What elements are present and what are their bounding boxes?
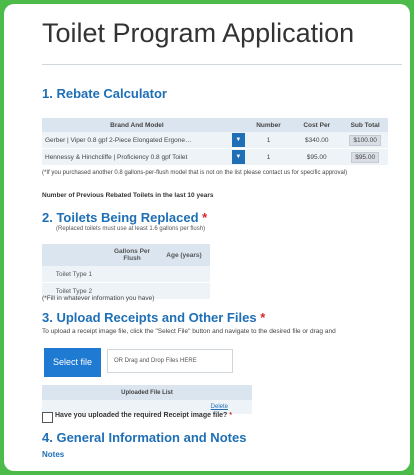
upload-heading-text: 3. Upload Receipts and Other Files <box>42 310 257 325</box>
row-label: Toilet Type 1 <box>42 266 106 283</box>
replaced-table <box>42 244 210 300</box>
table-row <box>42 132 388 149</box>
col-sub-total: Sub Total <box>342 118 388 132</box>
receipt-confirm-label <box>55 412 232 419</box>
age-input[interactable] <box>158 283 210 300</box>
col-number: Number <box>246 118 291 132</box>
required-mark: * <box>229 412 233 419</box>
replaced-heading-text: 2. Toilets Being Replaced <box>42 210 199 225</box>
dropdown-arrow-icon[interactable]: ▼ <box>232 133 245 147</box>
age-input[interactable] <box>158 266 210 283</box>
drag-drop-zone[interactable]: OR Drag and Drop Files HERE <box>107 349 233 373</box>
number-input[interactable]: 1 <box>246 132 291 149</box>
table-header-row <box>42 118 388 132</box>
required-mark: * <box>260 310 266 325</box>
receipt-uploaded-checkbox[interactable] <box>42 412 53 423</box>
col-age-years: Age (years) <box>158 244 210 266</box>
title-divider <box>42 64 402 65</box>
general-heading: 4. General Information and Notes <box>42 430 247 445</box>
rebate-table <box>42 118 388 166</box>
rebate-heading: 1. Rebate Calculator <box>42 86 167 101</box>
page-title: Toilet Program Application <box>42 18 355 48</box>
dropdown-arrow-icon[interactable]: ▼ <box>232 150 245 164</box>
upload-instructions: To upload a receipt image file, click the "Select File" button and navigate to the desired file or drag and <box>42 328 336 335</box>
subtotal-field: $100.00 <box>349 135 381 146</box>
delete-link[interactable]: Delete <box>42 400 252 414</box>
page-frame <box>4 4 410 471</box>
cost-per-value: $340.00 <box>291 132 342 149</box>
form-container <box>12 12 402 463</box>
table-row <box>42 266 210 283</box>
col-cost-per: Cost Per <box>291 118 342 132</box>
table-header-row <box>42 244 210 266</box>
cost-per-value: $95.00 <box>291 149 342 166</box>
receipt-confirm-text: Have you uploaded the required Receipt image file? <box>55 412 228 419</box>
uploaded-file-list <box>42 385 252 414</box>
replaced-subnote: (Replaced toilets must use at least 1.6 gallons per flush) <box>56 226 206 232</box>
fill-note: (*Fill in whatever information you have) <box>42 295 155 302</box>
upload-heading <box>42 310 265 325</box>
select-file-button[interactable]: Select file <box>44 348 101 377</box>
model-select[interactable]: Gerber | Viper 0.8 gpf 2-Piece Elongated Ergone… <box>42 132 232 149</box>
model-select[interactable]: Hennessy & Hinchcliffe | Proficiency 0.8 gpf Toilet <box>42 149 232 166</box>
gallons-input[interactable] <box>106 266 158 283</box>
table-row <box>42 149 388 166</box>
col-gallons-per-flush: Gallons Per Flush <box>106 244 158 266</box>
notes-label: Notes <box>42 450 65 459</box>
row-label: Toilet Type 2 <box>42 283 106 300</box>
number-input[interactable]: 1 <box>246 149 291 166</box>
required-mark: * <box>202 210 208 225</box>
replaced-heading <box>42 210 207 225</box>
col-uploaded-file-list: Uploaded File List <box>42 385 252 400</box>
previous-rebates-label: Number of Previous Rebated Toilets in the last 10 years <box>42 192 214 199</box>
col-brand-model: Brand And Model <box>42 118 232 132</box>
table-header-row <box>42 385 252 400</box>
subtotal-field: $95.00 <box>351 152 379 163</box>
rebate-note: (*If you purchased another 0.8 gallons-per-flush model that is not on the list please contact us for specific approval) <box>42 170 348 176</box>
